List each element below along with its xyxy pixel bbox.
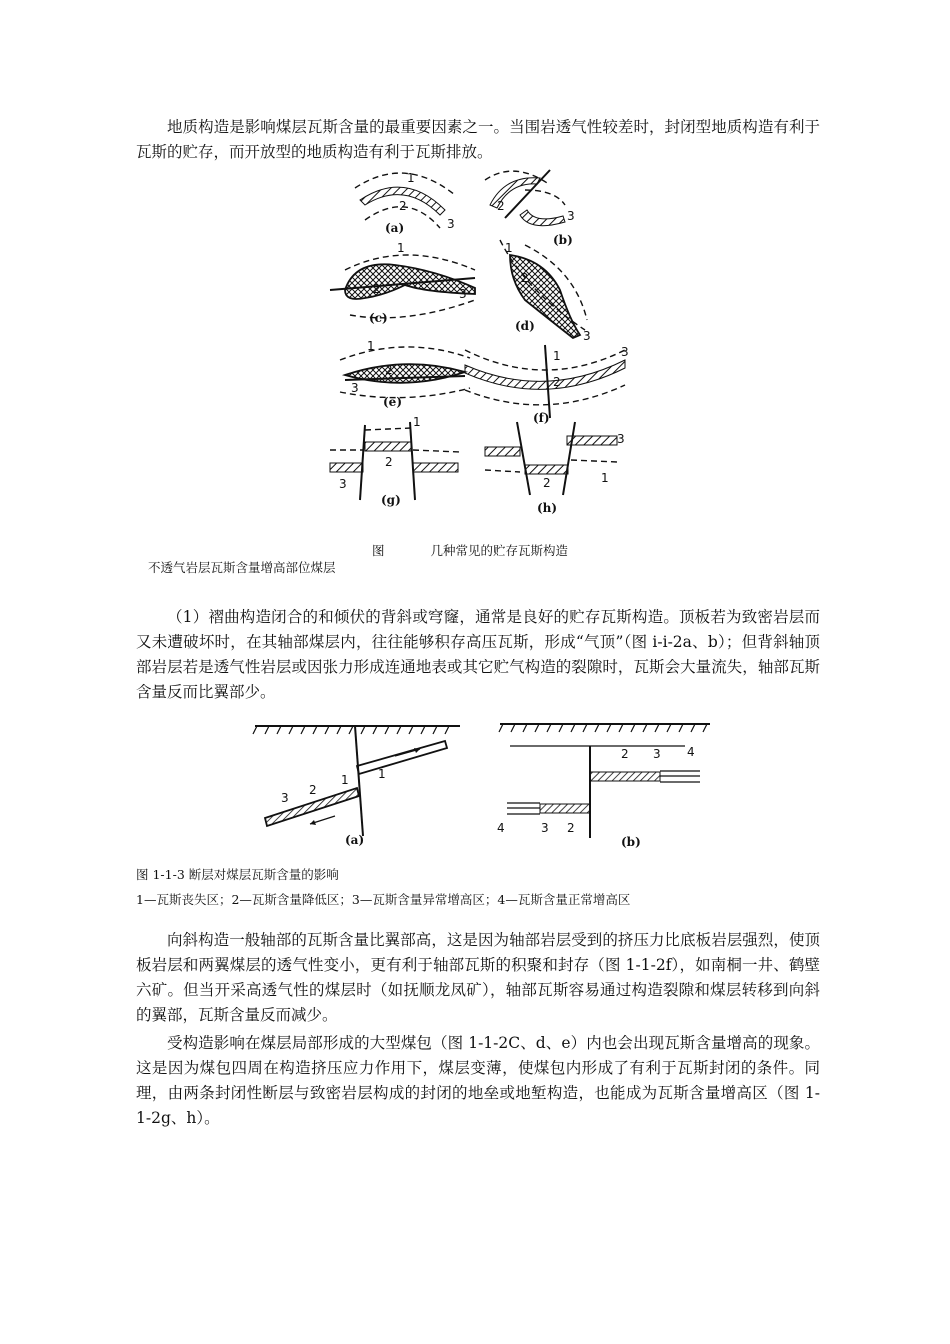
label-1: 1 — [378, 767, 386, 781]
figure1-caption-prefix: 图 — [372, 543, 385, 558]
label-2: 2 — [567, 821, 575, 835]
panel-label-c: (c) — [369, 311, 388, 325]
panel-label-a: (a) — [385, 221, 405, 235]
label-2: 2 — [399, 199, 407, 213]
panel-a — [355, 171, 455, 235]
label-3: 3 — [617, 432, 625, 446]
figure-gas-storage-structures — [325, 160, 645, 522]
panel-a — [253, 726, 460, 847]
label-4: 4 — [497, 821, 505, 835]
figure1-caption-title: 几种常见的贮存瓦斯构造 — [430, 543, 569, 558]
label-2: 2 — [385, 455, 393, 469]
label-2: 2 — [621, 747, 629, 761]
panel-f — [465, 345, 629, 425]
label-1: 1 — [397, 241, 405, 255]
label-2: 2 — [309, 783, 317, 797]
label-1: 1 — [601, 471, 609, 485]
panel-label-b: (b) — [553, 233, 573, 247]
panel-label-f: (f) — [533, 411, 550, 425]
panel-c — [330, 241, 475, 325]
figure1-legend: 不透气岩层瓦斯含量增高部位煤层 — [148, 560, 336, 575]
label-1: 1 — [367, 339, 375, 353]
figure-fault-influence — [245, 716, 715, 848]
label-3: 3 — [621, 345, 629, 359]
label-2: 2 — [497, 199, 505, 213]
panel-label-e: (e) — [383, 395, 402, 409]
panel-b — [485, 170, 575, 247]
paragraph-synclines: 向斜构造一般轴部的瓦斯含量比翼部高，这是因为轴部岩层受到的挤压力比底板岩层强烈，使顶板岩层和两翼煤层的透气性变小，更有利于轴部瓦斯的积聚和封存（图 1-1-2f），如南桐一井、鹤壁六矿。但当开采高透气性的煤层时（如抚顺龙凤矿），轴部瓦斯容易通过构造裂隙和煤层转移到向斜的翼部，瓦斯含量反而减少。 — [136, 931, 820, 1024]
label-3: 3 — [653, 747, 661, 761]
label-2: 2 — [373, 282, 381, 296]
panel-g — [330, 415, 460, 507]
label-1: 1 — [505, 241, 513, 255]
label-3: 3 — [583, 329, 591, 343]
label-1: 1 — [553, 349, 561, 363]
panel-b — [497, 724, 710, 848]
label-2: 2 — [385, 363, 393, 377]
paragraph-intro: 地质构造是影响煤层瓦斯含量的最重要因素之一。当围岩透气性较差时，封闭型地质构造有利于瓦斯的贮存，而开放型的地质构造有利于瓦斯排放。 — [136, 118, 820, 161]
panel-h — [485, 422, 625, 515]
label-2: 2 — [521, 271, 529, 285]
panel-label-a: (a) — [345, 833, 365, 847]
label-3: 3 — [459, 287, 467, 301]
figure2-legend: 1—瓦斯丧失区；2—瓦斯含量降低区；3—瓦斯含量异常增高区；4—瓦斯含量正常增高区 — [136, 892, 631, 907]
label-1: 1 — [341, 773, 349, 787]
label-1: 1 — [413, 415, 421, 429]
label-3: 3 — [351, 381, 359, 395]
figure1-caption — [372, 542, 568, 560]
paragraph-coal-pockets: 受构造影响在煤层局部形成的大型煤包（图 1-1-2C、d、e）内也会出现瓦斯含量增高的现象。这是因为煤包四周在构造挤压应力作用下，煤层变薄，使煤包内形成了有利于瓦斯封闭的条件。同理，由两条封闭性断层与致密岩层构成的封闭的地垒或地堑构造，也能成为瓦斯含量增高区（图 1-1-2g、h）。 — [136, 1034, 820, 1127]
panel-e — [340, 339, 470, 409]
panel-label-g: (g) — [381, 493, 401, 507]
label-3: 3 — [447, 217, 455, 231]
panel-label-b: (b) — [621, 835, 641, 848]
label-2: 2 — [553, 375, 561, 389]
label-4: 4 — [687, 745, 695, 759]
label-3: 3 — [281, 791, 289, 805]
label-3: 3 — [567, 209, 575, 223]
label-2: 2 — [543, 476, 551, 490]
panel-d — [500, 240, 591, 343]
panel-label-h: (h) — [537, 501, 558, 515]
label-3: 3 — [541, 821, 549, 835]
figure2-caption: 图 1-1-3 断层对煤层瓦斯含量的影响 — [136, 867, 339, 882]
label-3: 3 — [339, 477, 347, 491]
panel-label-d: (d) — [515, 319, 535, 333]
paragraph-folds: （1）褶曲构造闭合的和倾伏的背斜或穹窿，通常是良好的贮存瓦斯构造。顶板若为致密岩层而又未遭破坏时，在其轴部煤层内，往往能够积存高压瓦斯，形成“气顶”（图 i-i-2a、b）；但背斜轴顶部岩层若是透气性岩层或因张力形成连通地表或其它贮气构造的裂隙时，瓦斯会大量流失，轴部瓦斯含量反而比翼部少。 — [136, 608, 820, 701]
label-1: 1 — [407, 171, 415, 185]
